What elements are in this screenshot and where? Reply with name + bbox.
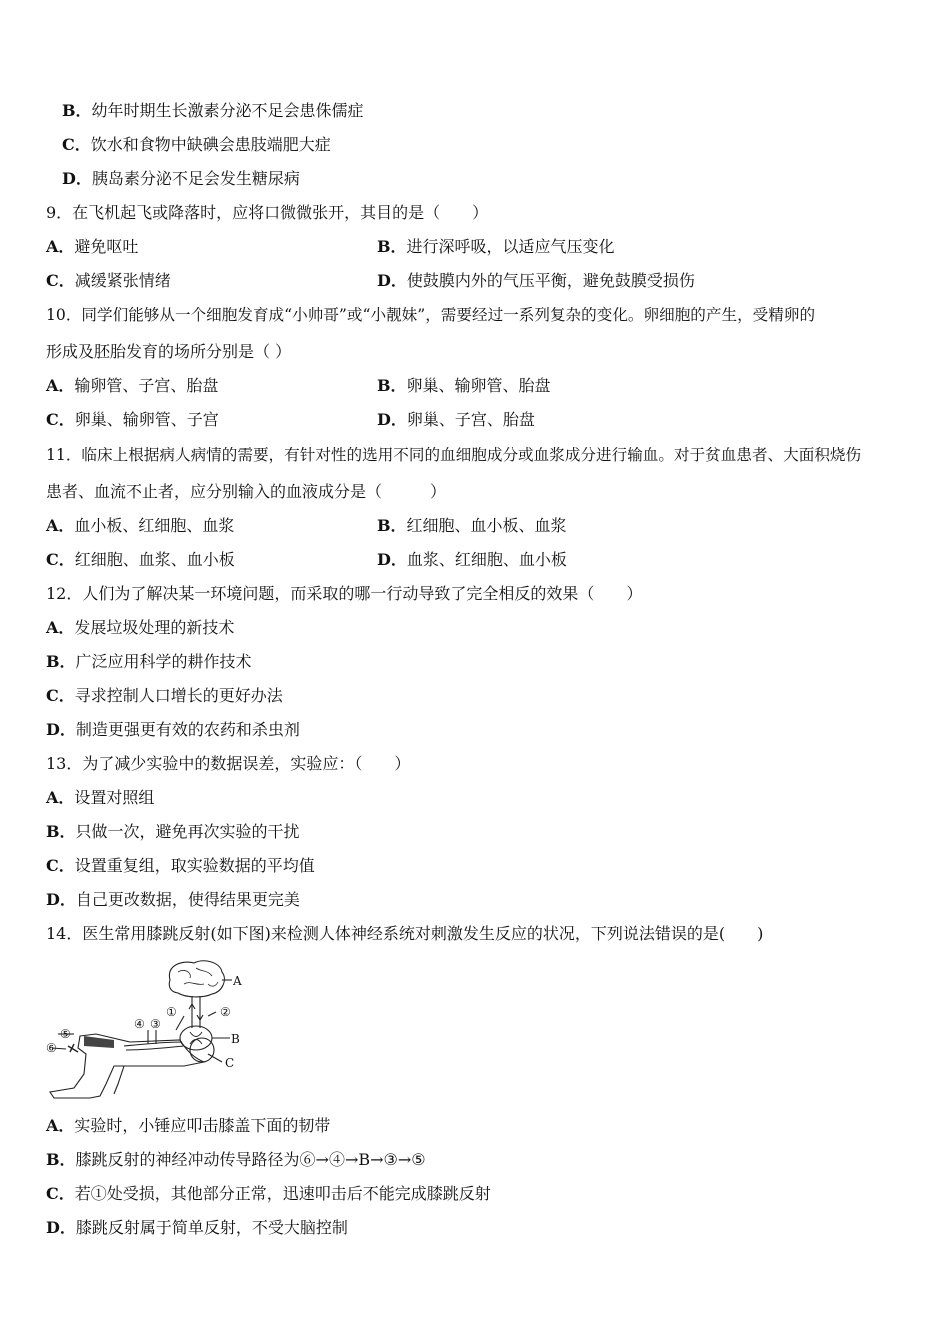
q14-stem: 14．医生常用膝跳反射(如下图)来检测人体神经系统对刺激发生反应的状况，下列说法错误的是( ) [46, 924, 764, 943]
q13-stem: 13．为了减少实验中的数据误差，实验应：（ ） [46, 754, 411, 773]
q13-option-c: C．设置重复组，取实验数据的平均值 [46, 856, 315, 875]
q11-option-d: D．血浆、红细胞、血小板 [377, 550, 567, 569]
q8-option-b: B．幼年时期生长激素分泌不足会患侏儒症 [62, 101, 364, 120]
q11-option-a: A．血小板、红细胞、血浆 [46, 516, 235, 535]
q8-option-d: D．胰岛素分泌不足会发生糖尿病 [62, 169, 300, 188]
q10-option-a: A．输卵管、子宫、胎盘 [46, 376, 219, 395]
q13-option-d: D．自己更改数据，使得结果更完美 [46, 890, 300, 909]
label-3: ③ [150, 1017, 161, 1031]
q9-option-b: B．进行深呼吸，以适应气压变化 [377, 237, 615, 256]
q11-option-b: B．红细胞、血小板、血浆 [377, 516, 567, 535]
q12-option-b: B．广泛应用科学的耕作技术 [46, 652, 252, 671]
q9-stem: 9．在飞机起飞或降落时，应将口微微张开，其目的是（ ） [46, 203, 489, 222]
label-4: ④ [134, 1017, 145, 1031]
q12-option-d: D．制造更强更有效的农药和杀虫剂 [46, 720, 300, 739]
q10-stem-line1: 10．同学们能够从一个细胞发育成“小帅哥”或“小靓妹”，需要经过一系列复杂的变化。卵细胞的产生，受精卵的 [46, 306, 816, 324]
q14-option-a: A．实验时，小锤应叩击膝盖下面的韧带 [46, 1116, 331, 1135]
q9-option-d: D．使鼓膜内外的气压平衡，避免鼓膜受损伤 [377, 271, 695, 290]
label-A: A [233, 974, 242, 988]
q10-stem-line2: 形成及胚胎发育的场所分别是（ ） [46, 342, 292, 361]
q10-option-c: C．卵巢、输卵管、子宫 [46, 410, 219, 429]
q8-option-c: C．饮水和食物中缺碘会患肢端肥大症 [62, 135, 331, 154]
q11-stem-line2: 患者、血流不止者，应分别输入的血液成分是（ ） [46, 482, 447, 501]
brain-shape [169, 961, 224, 997]
q14-option-b: B．膝跳反射的神经冲动传导路径为⑥→④→B→③→⑤ [46, 1150, 426, 1169]
q14-option-c: C．若①处受损，其他部分正常，迅速叩击后不能完成膝跳反射 [46, 1184, 491, 1203]
q14-option-d: D．膝跳反射属于简单反射，不受大脑控制 [46, 1218, 348, 1237]
q9-option-a: A．避免呕吐 [46, 237, 139, 256]
q9-option-c: C．减缓紧张情绪 [46, 271, 171, 290]
leg-outline [50, 1034, 204, 1098]
q13-option-b: B．只做一次，避免再次实验的干扰 [46, 822, 300, 841]
q11-option-c: C．红细胞、血浆、血小板 [46, 550, 235, 569]
q10-option-d: D．卵巢、子宫、胎盘 [377, 410, 535, 429]
q11-stem-line1: 11．临床上根据病人病情的需要，有针对性的选用不同的血细胞成分或血浆成分进行输血。对于贫血患者、大面积烧伤 [46, 446, 862, 464]
q13-option-a: A．设置对照组 [46, 788, 155, 807]
label-5: ⑤ [60, 1027, 71, 1041]
q12-option-a: A．发展垃圾处理的新技术 [46, 618, 235, 637]
q12-option-c: C．寻求控制人口增长的更好办法 [46, 686, 283, 705]
q10-option-b: B．卵巢、输卵管、胎盘 [377, 376, 551, 395]
q12-stem: 12．人们为了解决某一环境问题，而采取的哪一行动导致了完全相反的效果（ ） [46, 584, 643, 603]
label-1: ① [166, 1005, 177, 1019]
label-6: ⑥ [46, 1041, 57, 1055]
label-B: B [231, 1032, 240, 1046]
knee-jerk-reflex-diagram [44, 958, 244, 1100]
label-2: ② [220, 1005, 231, 1019]
label-C: C [225, 1056, 235, 1070]
